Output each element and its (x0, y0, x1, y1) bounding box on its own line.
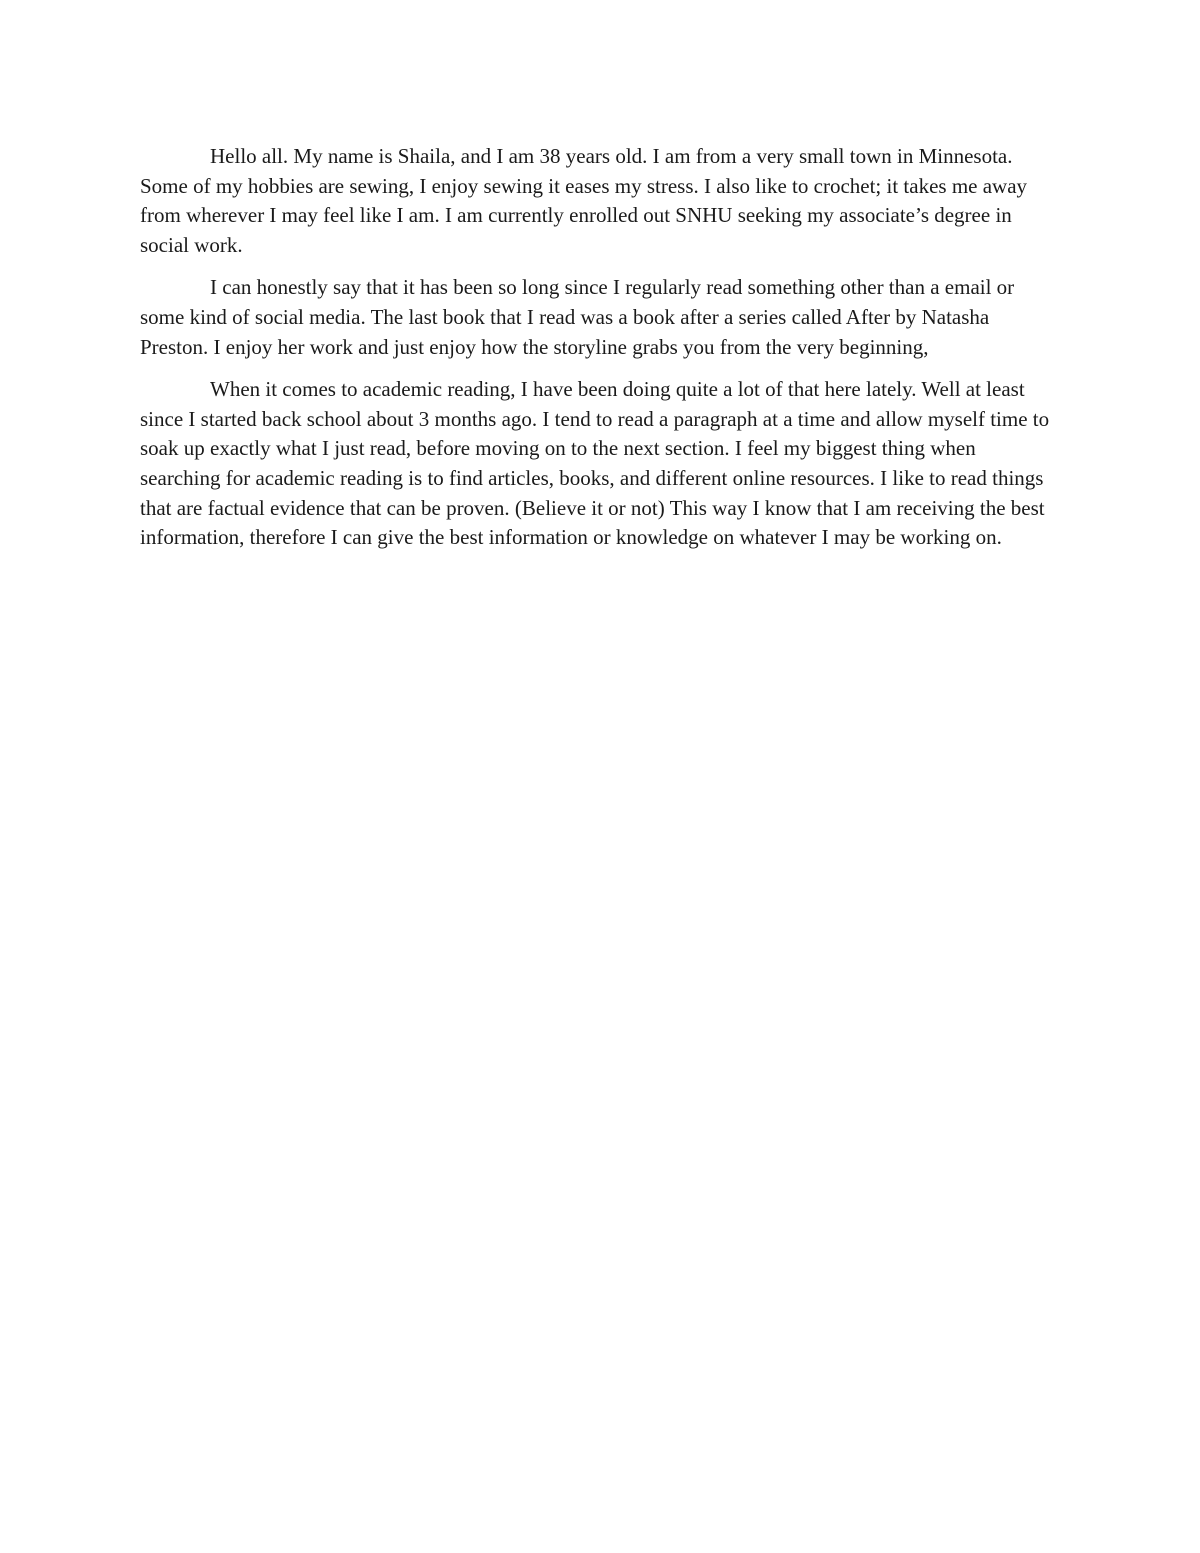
document-body (140, 142, 1060, 566)
paragraph-academic-reading: When it comes to academic reading, I have been doing quite a lot of that here lately. Well at least since I started back school about 3 months ago. I tend to read a paragraph at a time and allow myself time to soak up exactly what I just read, before moving on to the next section. I feel my biggest thing when searching for academic reading is to find articles, books, and different online resources. I like to read things that are factual evidence that can be proven. (Believe it or not) This way I know that I am receiving the best information, therefore I can give the best information or knowledge on whatever I may be working on. (140, 377, 1050, 550)
paragraph-reading-habits: I can honestly say that it has been so long since I regularly read something other than a email or some kind of social media. The last book that I read was a book after a series called After by Natasha Preston. I enjoy her work and just enjoy how the storyline grabs you from the very beginning, (140, 275, 1015, 359)
paragraph-introduction: Hello all. My name is Shaila, and I am 38 years old. I am from a very small town in Minnesota. Some of my hobbies are sewing, I enjoy sewing it eases my stress. I also like to crochet; it takes me away from wherever I may feel like I am. I am currently enrolled out SNHU seeking my associate’s degree in social work. (140, 144, 1028, 257)
